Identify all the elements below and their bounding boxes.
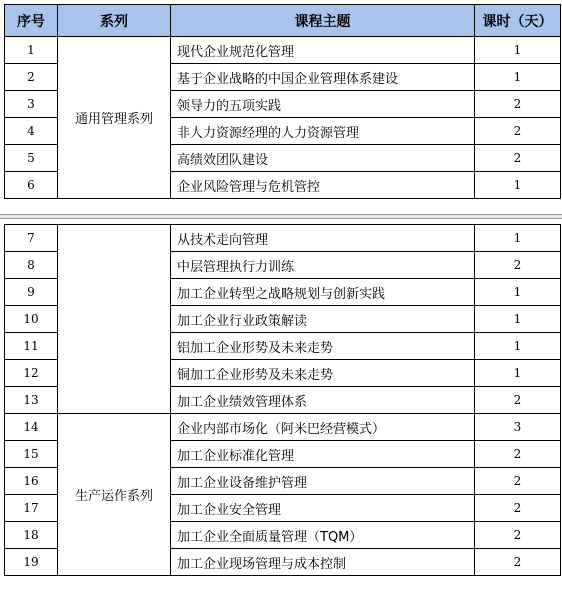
table-row [5,414,561,441]
row-days: 1 [475,306,561,333]
row-no: 7 [5,225,58,252]
row-no: 9 [5,279,58,306]
row-days: 1 [475,225,561,252]
row-days: 2 [475,118,561,145]
row-days: 1 [475,360,561,387]
series-empty [58,225,171,414]
row-days: 1 [475,333,561,360]
row-days: 1 [475,279,561,306]
row-days: 2 [475,145,561,172]
row-topic: 加工企业绩效管理体系 [171,387,475,414]
table-row [5,37,561,64]
header-topic: 课程主题 [171,5,475,37]
row-no: 17 [5,495,58,522]
course-table-general [4,4,561,199]
row-no: 3 [5,91,58,118]
row-topic: 基于企业战略的中国企业管理体系建设 [171,64,475,91]
row-topic: 加工企业标准化管理 [171,441,475,468]
header-no: 序号 [5,5,58,37]
header-series: 系列 [58,5,171,37]
row-topic: 高绩效团队建设 [171,145,475,172]
row-topic: 加工企业现场管理与成本控制 [171,549,475,576]
header-days: 课时（天） [475,5,561,37]
row-topic: 中层管理执行力训练 [171,252,475,279]
row-no: 2 [5,64,58,91]
page-break-divider [0,214,562,219]
row-days: 2 [475,252,561,279]
row-days: 1 [475,37,561,64]
row-no: 10 [5,306,58,333]
row-topic: 领导力的五项实践 [171,91,475,118]
row-topic: 加工企业全面质量管理（TQM） [171,522,475,549]
row-no: 5 [5,145,58,172]
row-no: 4 [5,118,58,145]
row-days: 2 [475,549,561,576]
row-days: 2 [475,441,561,468]
row-days: 1 [475,64,561,91]
row-topic: 铜加工企业形势及未来走势 [171,360,475,387]
series-operations: 生产运作系列 [58,414,171,576]
row-no: 6 [5,172,58,199]
row-days: 1 [475,172,561,199]
row-no: 14 [5,414,58,441]
row-topic: 加工企业行业政策解读 [171,306,475,333]
row-no: 16 [5,468,58,495]
table-row [5,225,561,252]
row-days: 3 [475,414,561,441]
header-row [5,5,561,37]
row-topic: 非人力资源经理的人力资源管理 [171,118,475,145]
row-topic: 企业风险管理与危机管控 [171,172,475,199]
row-no: 1 [5,37,58,64]
row-no: 18 [5,522,58,549]
row-topic: 加工企业安全管理 [171,495,475,522]
row-topic: 铝加工企业形势及未来走势 [171,333,475,360]
row-no: 8 [5,252,58,279]
row-no: 15 [5,441,58,468]
row-days: 2 [475,387,561,414]
course-table-operations [4,224,561,576]
row-days: 2 [475,495,561,522]
row-topic: 企业内部市场化（阿米巴经营模式） [171,414,475,441]
row-topic: 加工企业设备维护管理 [171,468,475,495]
row-days: 2 [475,91,561,118]
row-topic: 加工企业转型之战略规划与创新实践 [171,279,475,306]
series-general: 通用管理系列 [58,37,171,199]
row-topic: 从技术走向管理 [171,225,475,252]
row-no: 19 [5,549,58,576]
row-no: 11 [5,333,58,360]
row-topic: 现代企业规范化管理 [171,37,475,64]
row-no: 13 [5,387,58,414]
row-days: 2 [475,522,561,549]
row-no: 12 [5,360,58,387]
row-days: 2 [475,468,561,495]
